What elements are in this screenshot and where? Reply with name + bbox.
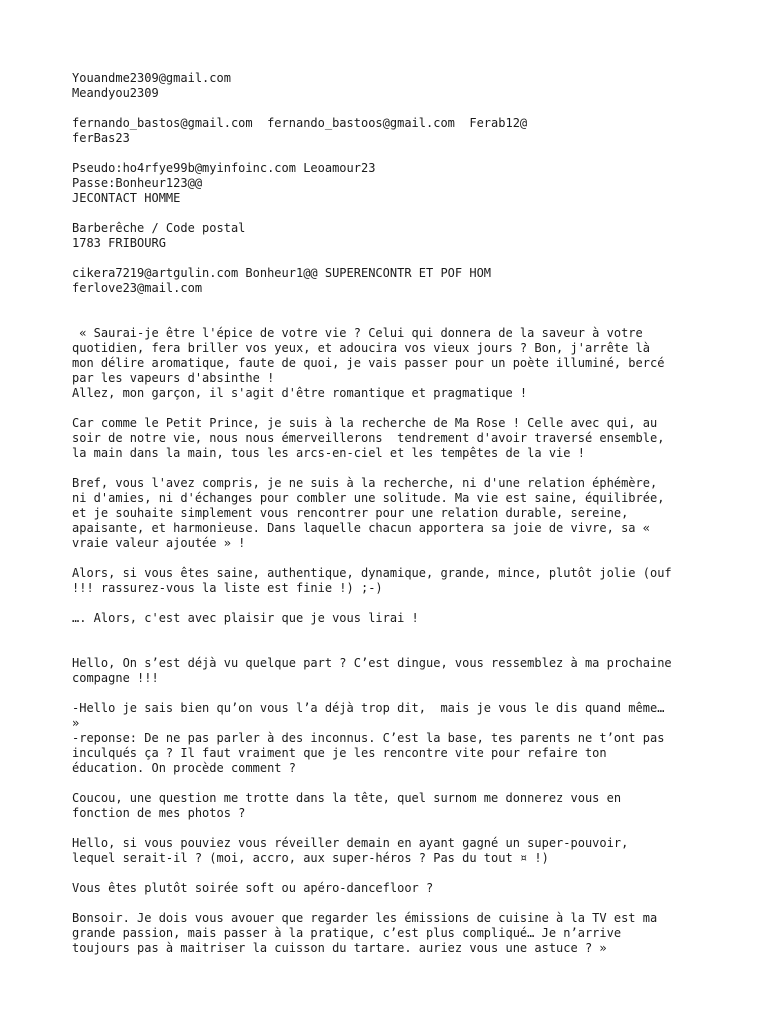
message-block [72,656,712,686]
text-line: Coucou, une question me trotte dans la tête, quel surnom me donnerez vous en [72,791,622,805]
profile-paragraph [72,476,712,551]
contact-block [72,266,712,296]
profile-paragraph [72,416,712,461]
message-block [72,881,712,896]
profile-text-section [72,326,712,626]
text-line: !!! rassurez-vous la liste est finie !) ;-) [72,581,383,595]
text-line: …. Alors, c'est avec plaisir que je vous lirai ! [72,611,419,625]
text-line: mon délire aromatique, faute de quoi, je vais passer pour un poète illuminé, bercé [72,356,665,370]
contacts-section [72,71,712,296]
text-line: Hello, si vous pouviez vous réveiller demain en ayant gagné un super-pouvoir, [72,836,629,850]
text-line: quotidien, fera briller vos yeux, et adoucira vos vieux jours ? Bon, j'arrête là [72,341,650,355]
text-line: Meandyou2309 [72,86,159,100]
text-line: Bonsoir. Je dois vous avouer que regarder les émissions de cuisine à la TV est ma [72,911,658,925]
profile-paragraph [72,611,712,626]
text-line: Car comme le Petit Prince, je suis à la recherche de Ma Rose ! Celle avec qui, au [72,416,658,430]
message-block [72,791,712,821]
text-line: la main dans la main, tous les arcs-en-ciel et les tempêtes de la vie ! [72,446,585,460]
text-line: Passe:Bonheur123@@ [72,176,203,190]
text-line: -reponse: De ne pas parler à des inconnus. C’est la base, tes parents ne t’ont pas [72,731,665,745]
message-block [72,911,712,956]
text-line: par les vapeurs d'absinthe ! [72,371,275,385]
text-line: Alors, si vous êtes saine, authentique, dynamique, grande, mince, plutôt jolie (ouf [72,566,672,580]
text-line: inculqués ça ? Il faut vraiment que je les rencontre vite pour refaire ton [72,746,607,760]
text-line: vraie valeur ajoutée » ! [72,536,246,550]
text-line: Barberêche / Code postal [72,221,246,235]
contact-block [72,116,712,146]
text-line: « Saurai-je être l'épice de votre vie ? Celui qui donnera de la saveur à votre [72,326,643,340]
contact-block [72,71,712,101]
contact-block [72,221,712,251]
text-line: Bref, vous l'avez compris, je ne suis à la recherche, ni d'une relation éphémère, [72,476,658,490]
message-block [72,701,712,776]
text-line: lequel serait-il ? (moi, accro, aux super-héros ? Pas du tout ¤ !) [72,851,549,865]
text-line: » [72,716,80,730]
messages-section [72,656,712,956]
text-line: ferBas23 [72,131,130,145]
text-line: apaisante, et harmonieuse. Dans laquelle chacun apportera sa joie de vivre, sa « [72,521,650,535]
text-line: fonction de mes photos ? [72,806,246,820]
text-line: grande passion, mais passer à la pratique, c’est plus compliqué… Je n’arrive [72,926,622,940]
text-line: ni d'amies, ni d'échanges pour combler une solitude. Ma vie est saine, équilibrée, [72,491,665,505]
profile-paragraph [72,566,712,596]
text-line: compagne !!! [72,671,159,685]
text-line: toujours pas à maitriser la cuisson du tartare. auriez vous une astuce ? » [72,941,607,955]
text-line: ferlove23@mail.com [72,281,203,295]
text-line: 1783 FRIBOURG [72,236,166,250]
text-line: soir de notre vie, nous nous émerveillerons tendrement d'avoir traversé ensemble, [72,431,665,445]
contact-block [72,161,712,206]
text-line: fernando_bastos@gmail.com fernando_bastoos@gmail.com Ferab12@ [72,116,528,130]
text-line: Pseudo:ho4rfye99b@myinfoinc.com Leoamour23 [72,161,376,175]
text-line: Youandme2309@gmail.com [72,71,231,85]
text-line: JECONTACT HOMME [72,191,181,205]
text-line: Vous êtes plutôt soirée soft ou apéro-dancefloor ? [72,881,434,895]
text-line: et je souhaite simplement vous rencontrer pour une relation durable, sereine, [72,506,629,520]
document-page [72,71,712,971]
message-block [72,836,712,866]
text-line: -Hello je sais bien qu’on vous l’a déjà trop dit, mais je vous le dis quand même… [72,701,665,715]
text-line: éducation. On procède comment ? [72,761,296,775]
text-line: Allez, mon garçon, il s'agit d'être romantique et pragmatique ! [72,386,528,400]
text-line: Hello, On s’est déjà vu quelque part ? C’est dingue, vous ressemblez à ma prochaine [72,656,672,670]
profile-paragraph [72,326,712,401]
text-line: cikera7219@artgulin.com Bonheur1@@ SUPERENCONTR ET POF HOM [72,266,492,280]
